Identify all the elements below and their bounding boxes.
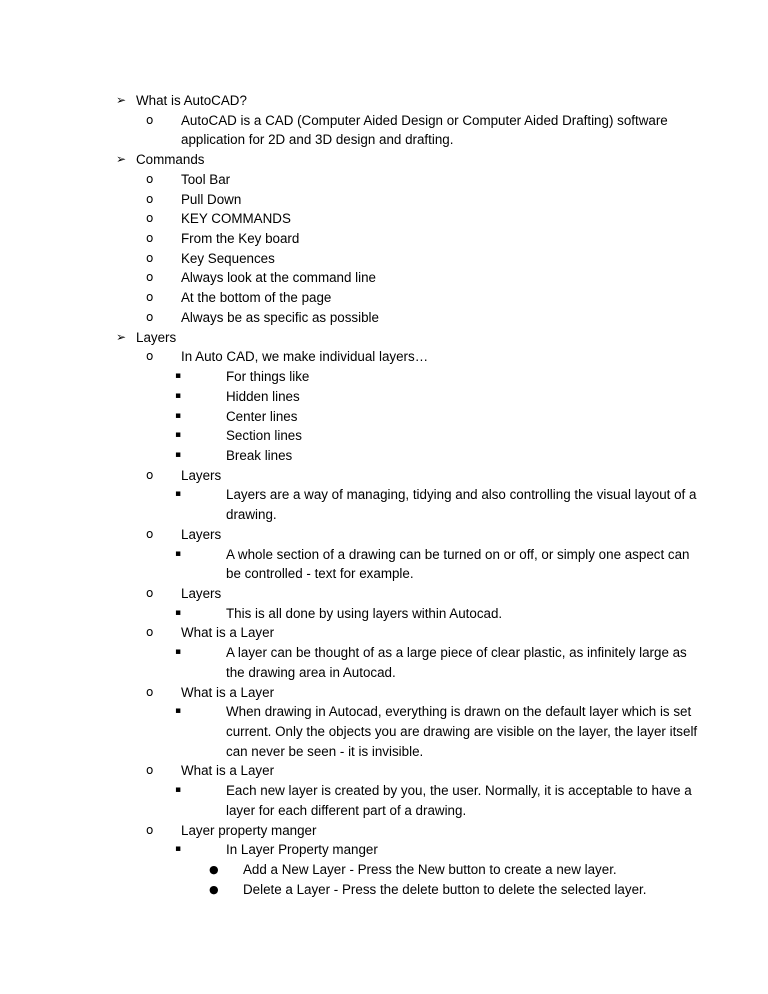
bullet-level2-icon: o bbox=[146, 763, 154, 778]
outline-text: the drawing area in Autocad. bbox=[226, 664, 396, 680]
bullet-level3-icon: ▪ bbox=[175, 390, 182, 401]
outline-text: In Auto CAD, we make individual layers… bbox=[181, 349, 429, 365]
outline-text: Layers bbox=[181, 586, 222, 601]
outline-text: Layers bbox=[136, 329, 177, 345]
outline-text: What is a Layer bbox=[181, 625, 275, 641]
bullet-level1-icon: ➢ bbox=[116, 152, 127, 167]
bullet-level3-icon: ▪ bbox=[175, 430, 182, 441]
bullet-level2-icon: o bbox=[146, 250, 154, 265]
bullet-level1-icon: ➢ bbox=[116, 93, 127, 107]
bullet-level3-icon: ▪ bbox=[175, 607, 182, 618]
bullet-level2-icon: o bbox=[146, 231, 154, 246]
outline-text: Layer property manger bbox=[181, 822, 317, 838]
outline-text: AutoCAD is a CAD (Computer Aided Design or Computer Aided Drafting) software bbox=[181, 112, 668, 128]
outline-text: Layers are a way of managing, tidying and also controlling the visual layout of a bbox=[226, 487, 697, 503]
outline-text: be controlled - text for example. bbox=[226, 566, 414, 582]
bullet-level2-icon: o bbox=[146, 309, 154, 324]
bullet-level2-icon: o bbox=[146, 467, 154, 482]
bullet-level2-icon: o bbox=[146, 586, 154, 600]
outline-text: current. Only the objects you are drawing are visible on the layer, the layer itself bbox=[226, 724, 698, 740]
outline-text: application for 2D and 3D design and drafting. bbox=[181, 132, 454, 148]
outline-text: Always look at the command line bbox=[181, 270, 377, 286]
outline-text: Section lines bbox=[226, 428, 302, 444]
bullet-level3-icon: ▪ bbox=[175, 371, 182, 382]
outline-text: Layers bbox=[181, 467, 222, 483]
bullet-level3-icon: ▪ bbox=[175, 449, 182, 460]
bullet-level2-icon: o bbox=[146, 211, 154, 226]
outline-text: Center lines bbox=[226, 408, 298, 424]
bullet-level2-icon: o bbox=[146, 526, 154, 541]
bullet-level4-icon: ● bbox=[209, 863, 219, 877]
outline-text: Add a New Layer - Press the New button to create a new layer. bbox=[243, 862, 617, 878]
bullet-level2-icon: o bbox=[146, 349, 154, 364]
outline-text: KEY COMMANDS bbox=[181, 211, 291, 227]
outline-text: Each new layer is created by you, the user. Normally, it is acceptable to have a bbox=[226, 783, 692, 799]
outline-text: In Layer Property manger bbox=[226, 842, 378, 858]
outline-text: At the bottom of the page bbox=[181, 290, 332, 306]
outline-text: What is AutoCAD? bbox=[136, 93, 247, 108]
outline-text: Layers bbox=[181, 526, 222, 542]
outline-text: Pull Down bbox=[181, 191, 242, 207]
outline-text: drawing. bbox=[226, 507, 277, 523]
outline-text: Tool Bar bbox=[181, 171, 231, 187]
bullet-level2-icon: o bbox=[146, 191, 154, 206]
bullet-level3-icon: ▪ bbox=[175, 647, 182, 658]
outline-text: When drawing in Autocad, everything is drawn on the default layer which is set bbox=[226, 704, 692, 720]
outline-text: Hidden lines bbox=[226, 388, 300, 404]
outline-text: From the Key board bbox=[181, 231, 300, 247]
bullet-level1-icon: ➢ bbox=[116, 329, 127, 344]
bullet-level3-icon: ▪ bbox=[175, 548, 182, 559]
outline-text: Break lines bbox=[226, 447, 293, 463]
outline-text: Commands bbox=[136, 152, 205, 168]
outline-text: layer for each different part of a drawing. bbox=[226, 802, 467, 818]
outline-text: A whole section of a drawing can be turned on or off, or simply one aspect can bbox=[226, 546, 690, 562]
outline-text: Key Sequences bbox=[181, 250, 275, 266]
bullet-level3-icon: ▪ bbox=[175, 706, 182, 717]
outline-text: This is all done by using layers within Autocad. bbox=[226, 605, 503, 621]
bullet-level4-icon: ● bbox=[209, 882, 219, 896]
bullet-level2-icon: o bbox=[146, 290, 154, 305]
bullet-level2-icon: o bbox=[146, 625, 154, 640]
bullet-level2-icon: o bbox=[146, 171, 154, 186]
outline-text: Always be as specific as possible bbox=[181, 309, 379, 325]
bullet-level2-icon: o bbox=[146, 822, 154, 837]
bullet-level2-icon: o bbox=[146, 270, 154, 285]
outline-text: What is a Layer bbox=[181, 763, 275, 779]
outline-text: Delete a Layer - Press the delete button to delete the selected layer. bbox=[243, 881, 647, 897]
outline-text: can never be seen - it is invisible. bbox=[226, 743, 424, 759]
outline-text: A layer can be thought of as a large piece of clear plastic, as infinitely large as bbox=[226, 645, 687, 661]
bullet-level3-icon: ▪ bbox=[175, 785, 182, 796]
outline-text: For things like bbox=[226, 369, 310, 385]
bullet-level3-icon: ▪ bbox=[175, 410, 182, 421]
bullet-level2-icon: o bbox=[146, 684, 154, 699]
outline-text: What is a Layer bbox=[181, 684, 275, 700]
bullet-level3-icon: ▪ bbox=[175, 489, 182, 500]
bullet-level3-icon: ▪ bbox=[175, 844, 182, 855]
bullet-level2-icon: o bbox=[146, 112, 154, 127]
